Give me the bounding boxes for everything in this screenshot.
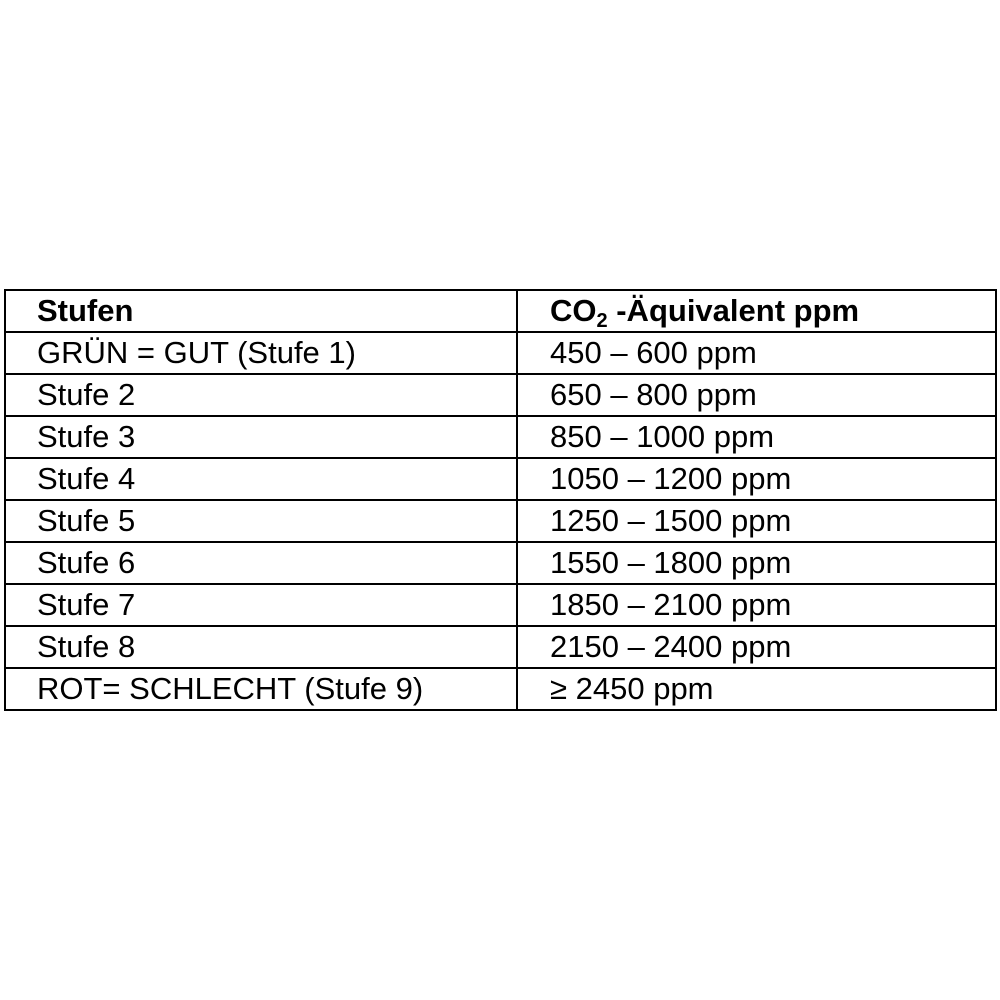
- table-header-row: [5, 290, 996, 332]
- cell-stufe: Stufe 3: [5, 416, 517, 458]
- cell-range: 1850 – 2100 ppm: [517, 584, 996, 626]
- cell-stufe: Stufe 7: [5, 584, 517, 626]
- header-stufen: Stufen: [5, 290, 517, 332]
- table-row: [5, 542, 996, 584]
- co2-levels-table-container: [4, 289, 995, 711]
- cell-range: 1050 – 1200 ppm: [517, 458, 996, 500]
- table-row: [5, 668, 996, 710]
- header-co2-equivalent: [517, 290, 996, 332]
- header-co2-subscript: 2: [596, 310, 608, 332]
- header-co2-suffix: -Äquivalent ppm: [607, 293, 860, 328]
- cell-range: 1250 – 1500 ppm: [517, 500, 996, 542]
- cell-range: 2150 – 2400 ppm: [517, 626, 996, 668]
- table-row: [5, 626, 996, 668]
- cell-stufe: Stufe 8: [5, 626, 517, 668]
- cell-range: 450 – 600 ppm: [517, 332, 996, 374]
- cell-stufe: GRÜN = GUT (Stufe 1): [5, 332, 517, 374]
- table-row: [5, 458, 996, 500]
- cell-range: 650 – 800 ppm: [517, 374, 996, 416]
- header-co2-prefix: CO: [550, 293, 597, 328]
- cell-stufe: Stufe 5: [5, 500, 517, 542]
- table-row: [5, 374, 996, 416]
- cell-range: 850 – 1000 ppm: [517, 416, 996, 458]
- cell-stufe: ROT= SCHLECHT (Stufe 9): [5, 668, 517, 710]
- cell-stufe: Stufe 6: [5, 542, 517, 584]
- cell-stufe: Stufe 2: [5, 374, 517, 416]
- table-row: [5, 416, 996, 458]
- table-row: [5, 500, 996, 542]
- co2-levels-table: [4, 289, 997, 711]
- cell-stufe: Stufe 4: [5, 458, 517, 500]
- cell-range: 1550 – 1800 ppm: [517, 542, 996, 584]
- cell-range: ≥ 2450 ppm: [517, 668, 996, 710]
- table-row: [5, 584, 996, 626]
- table-row: [5, 332, 996, 374]
